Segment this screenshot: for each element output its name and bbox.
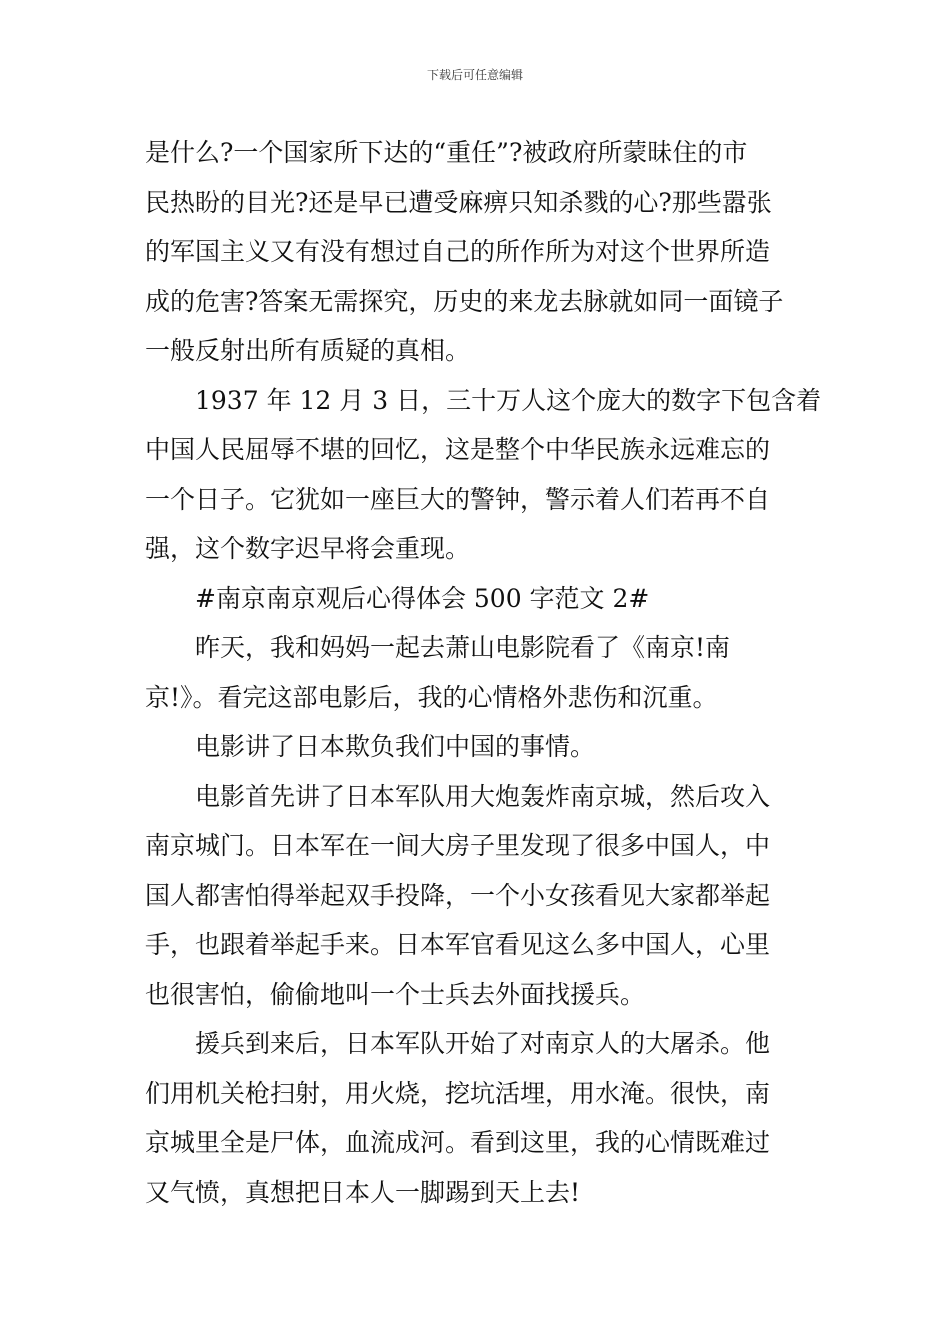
text-line: 成的危害?答案无需探究，历史的来龙去脉就如同一面镜子 (145, 286, 784, 316)
text-line: 国人都害怕得举起双手投降，一个小女孩看见大家都举起 (145, 880, 771, 910)
text-line: 京!》。看完这部电影后，我的心情格外悲伤和沉重。 (145, 682, 718, 712)
text-line: 强，这个数字迟早将会重现。 (145, 534, 471, 563)
paragraph-first-line: 1937 年 12 月 3 日，三十万人这个庞大的数字下包含着 (195, 385, 822, 415)
text-line: 民热盼的目光?还是早已遭受麻痹只知杀戮的心?那些嚣张 (145, 187, 772, 217)
text-line: 又气愤，真想把日本人一脚踢到天上去! (145, 1177, 581, 1207)
text-line: 的军国主义又有没有想过自己的所作所为对这个世界所造 (145, 237, 771, 266)
text-line: 一般反射出所有质疑的真相。 (145, 336, 471, 365)
text-line: 是什么?一个国家所下达的“重任”?被政府所蒙昧住的市 (145, 138, 748, 167)
document-body (145, 128, 822, 1217)
text-line: 手，也跟着举起手来。日本军官看见这么多中国人，心里 (145, 930, 771, 959)
paragraph-first-line: 电影首先讲了日本军队用大炮轰炸南京城，然后攻入 (195, 781, 771, 811)
text-line: 们用机关枪扫射，用火烧，挖坑活埋，用水淹。很快，南 (145, 1078, 771, 1108)
text-line: 南京城门。日本军在一间大房子里发现了很多中国人，中 (145, 831, 771, 860)
section-heading: #南京南京观后心得体会 500 字范文 2# (195, 583, 650, 613)
paragraph-first-line: 电影讲了日本欺负我们中国的事情。 (195, 732, 596, 761)
text-line: 京城里全是尸体，血流成河。看到这里，我的心情既难过 (145, 1128, 771, 1157)
page-header: 下载后可任意编辑 (426, 68, 523, 82)
text-line: 一个日子。它犹如一座巨大的警钟，警示着人们若再不自 (145, 484, 771, 514)
paragraph-first-line: 援兵到来后，日本军队开始了对南京人的大屠杀。他 (195, 1029, 771, 1058)
text-line: 中国人民屈辱不堪的回忆，这是整个中华民族永远难忘的 (145, 435, 771, 464)
text-line: 也很害怕，偷偷地叫一个士兵去外面找援兵。 (145, 979, 646, 1009)
paragraph-first-line: 昨天，我和妈妈一起去萧山电影院看了《南京!南 (195, 633, 731, 662)
